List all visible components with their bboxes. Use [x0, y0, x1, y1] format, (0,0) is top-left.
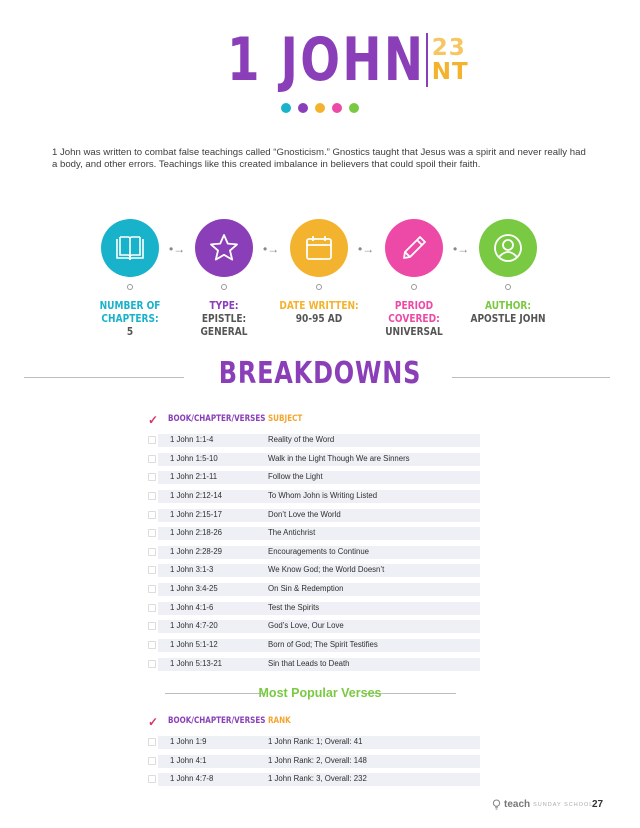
verse-subject: Reality of the Word [268, 435, 335, 444]
fact-label: PERIOD COVERED: [388, 299, 440, 325]
author-fact [467, 299, 549, 325]
row-checkbox[interactable] [148, 660, 156, 668]
row-checkbox[interactable] [148, 492, 156, 500]
verse-reference: 1 John 4:7-8 [170, 774, 214, 784]
verse-subject: Encouragements to Continue [268, 546, 369, 556]
verse-reference: 1 John 1:1-4 [170, 435, 214, 444]
column-header-reference: BOOK/CHAPTER/VERSES [168, 414, 266, 424]
row-checkbox[interactable] [148, 757, 156, 765]
title-divider [426, 33, 428, 87]
book-title: 1 JOHN [227, 25, 426, 95]
table-row [146, 561, 480, 580]
row-checkbox[interactable] [148, 511, 156, 519]
verse-subject: Test the Spirits [268, 602, 320, 612]
row-checkbox[interactable] [148, 604, 156, 612]
verse-subject: The Antichrist [268, 528, 316, 538]
breakdowns-title: BREAKDOWNS [218, 356, 422, 391]
verse-reference: 1 John 3:4-25 [170, 584, 218, 594]
row-checkbox[interactable] [148, 641, 156, 649]
brand-name: teach [504, 799, 531, 810]
row-checkbox[interactable] [148, 585, 156, 593]
table-row [146, 468, 480, 487]
person-icon [492, 232, 524, 264]
color-dot [349, 103, 359, 113]
checkmark-icon: ✓ [148, 413, 159, 427]
date-circle [290, 219, 348, 277]
verse-subject: Sin that Leads to Death [268, 658, 350, 668]
page-number: 27 [592, 799, 604, 810]
marker-dot [127, 284, 133, 290]
arrow-icon: •→ [358, 242, 375, 256]
marker-dot [316, 284, 322, 290]
pencil-icon [399, 233, 429, 263]
row-checkbox[interactable] [148, 455, 156, 463]
table-row [146, 506, 480, 525]
verse-rank: 1 John Rank: 2, Overall: 148 [268, 755, 367, 765]
row-checkbox[interactable] [148, 436, 156, 444]
verse-subject: Walk in the Light Though We are Sinners [268, 453, 410, 463]
footer-brand [492, 799, 593, 810]
testament-label: NT [431, 59, 469, 85]
fact-value: 5 [126, 325, 134, 338]
row-checkbox[interactable] [148, 566, 156, 574]
page-header [0, 25, 640, 95]
verse-reference: 1 John 4:1-6 [170, 602, 214, 612]
verse-reference: 1 John 5:1-12 [170, 640, 218, 650]
table-row [146, 580, 480, 599]
verse-reference: 1 John 4:1 [170, 755, 207, 765]
fact-label: NUMBER OF CHAPTERS: [99, 299, 161, 325]
fact-value: APOSTLE JOHN [470, 312, 546, 325]
verse-reference: 1 John 2:15-17 [170, 509, 223, 519]
table-row [146, 636, 480, 655]
table-row [146, 487, 480, 506]
color-dots [281, 103, 359, 113]
verse-reference: 1 John 2:18-26 [170, 528, 223, 538]
table-row [146, 599, 480, 618]
row-checkbox[interactable] [148, 548, 156, 556]
verse-subject: We Know God; the World Doesn’t [268, 565, 385, 575]
fact-label: DATE WRITTEN: [279, 299, 359, 312]
verse-rank: 1 John Rank: 1; Overall: 41 [268, 737, 363, 746]
book-number: 23 [431, 35, 466, 61]
breakdowns-table [146, 413, 480, 673]
color-dot [315, 103, 325, 113]
calendar-icon [304, 233, 334, 263]
table-row [146, 770, 480, 789]
period-circle [385, 219, 443, 277]
verse-subject: God’s Love, Our Love [268, 621, 344, 631]
table-header [146, 413, 480, 431]
table-row [146, 543, 480, 562]
verse-reference: 1 John 3:1-3 [170, 565, 214, 575]
marker-dot [221, 284, 227, 290]
column-header-reference: BOOK/CHAPTER/VERSES [168, 716, 266, 726]
marker-dot [505, 284, 511, 290]
verse-subject: Don’t Love the World [268, 509, 341, 519]
chapters-fact [89, 299, 171, 338]
popular-verses-title: Most Popular Verses [258, 686, 382, 700]
verse-rank: 1 John Rank: 3, Overall: 232 [268, 774, 367, 784]
verse-subject: To Whom John is Writing Listed [268, 490, 378, 500]
column-header-rank: RANK [268, 716, 291, 726]
marker-dot [411, 284, 417, 290]
verse-reference: 1 John 2:28-29 [170, 546, 223, 556]
fact-label: AUTHOR: [485, 299, 531, 312]
verse-subject: On Sin & Redemption [268, 584, 344, 594]
verse-reference: 1 John 2:1-11 [170, 472, 218, 482]
brand-subtitle: SUNDAY SCHOOL [533, 801, 594, 808]
table-row [146, 752, 480, 771]
color-dot [298, 103, 308, 113]
table-header [146, 715, 480, 733]
verse-reference: 1 John 5:13-21 [170, 658, 223, 668]
lightbulb-icon [492, 799, 501, 810]
verse-reference: 1 John 2:12-14 [170, 490, 223, 500]
fact-label: TYPE: [209, 299, 239, 312]
author-circle [479, 219, 537, 277]
arrow-icon: •→ [169, 242, 186, 256]
color-dot [332, 103, 342, 113]
row-checkbox[interactable] [148, 529, 156, 537]
row-checkbox[interactable] [148, 738, 156, 746]
table-row [146, 617, 480, 636]
column-header-subject: SUBJECT [268, 414, 303, 424]
table-row [146, 450, 480, 469]
checkmark-icon: ✓ [148, 715, 159, 729]
row-checkbox[interactable] [148, 775, 156, 783]
table-body [146, 431, 480, 673]
table-row [146, 431, 480, 450]
verse-reference: 1 John 4:7-20 [170, 621, 218, 631]
row-checkbox[interactable] [148, 473, 156, 481]
color-dot [281, 103, 291, 113]
verse-subject: Follow the Light [268, 472, 323, 482]
book-number-badge [432, 36, 469, 84]
type-fact [183, 299, 265, 338]
verse-reference: 1 John 1:9 [170, 737, 207, 746]
fact-value: UNIVERSAL [385, 325, 443, 338]
book-icon [114, 234, 146, 262]
verse-subject: Born of God; The Spirit Testifies [268, 640, 378, 650]
table-row [146, 655, 480, 674]
table-row [146, 524, 480, 543]
arrow-icon: •→ [453, 242, 470, 256]
arrow-icon: •→ [263, 242, 280, 256]
fact-value: 90-95 AD [295, 312, 343, 325]
intro-paragraph: 1 John was written to combat false teachings called “Gnosticism.” Gnostics taught that Jesus was a spirit and never really had a body, and other errors. Teachings like this created imbalance in believers that could spoil their faith. [52, 147, 586, 170]
table-body [146, 733, 480, 789]
fact-value: EPISTLE: GENERAL [200, 312, 248, 338]
row-checkbox[interactable] [148, 622, 156, 630]
date-fact [278, 299, 360, 325]
popular-verses-table [146, 715, 480, 789]
table-row [146, 733, 480, 752]
type-circle [195, 219, 253, 277]
period-fact [373, 299, 455, 338]
star-icon [208, 232, 240, 264]
verse-reference: 1 John 1:5-10 [170, 453, 218, 463]
chapters-circle [101, 219, 159, 277]
